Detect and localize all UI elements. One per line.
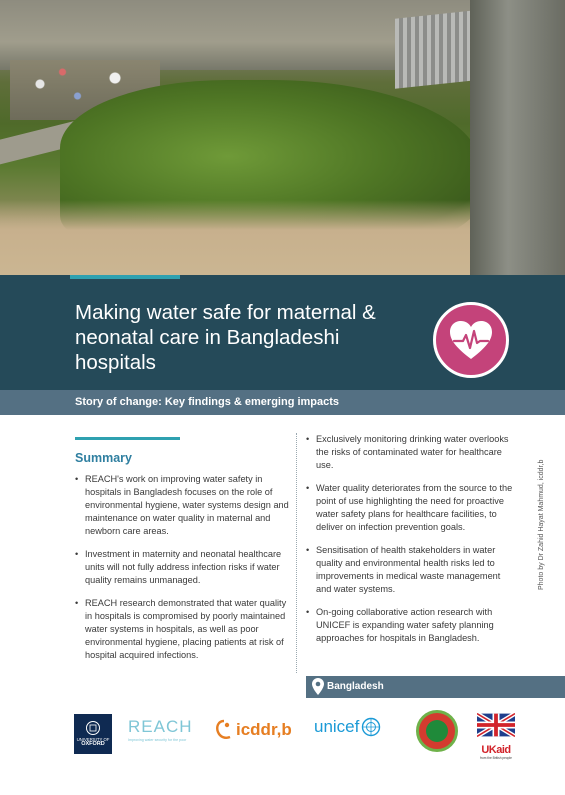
summary-accent-line	[75, 437, 180, 440]
ukaid-logo-tag: from the British people	[480, 756, 512, 760]
government-of-bangladesh-seal	[416, 710, 458, 752]
oxford-logo	[74, 714, 112, 754]
list-item: • Investment in maternity and neonatal healthcare units will not fully address infection risks if water quality remains unmanaged.	[75, 548, 290, 587]
summary-heading: Summary	[75, 451, 132, 465]
oxford-crest-icon	[86, 721, 100, 735]
page-title: Making water safe for maternal & neonatal care in Bangladeshi hospitals	[75, 301, 376, 374]
unicef-logo-name: unicef	[314, 717, 360, 736]
location-pin-icon	[312, 678, 324, 700]
list-item: • REACH research demonstrated that water quality in hospitals is compromised by poorly maintained water systems in hospitals, as well as poor environmental hygiene, placing patients at risk of hospital acquired infections.	[75, 597, 290, 662]
oxford-line1: UNIVERSITY OF	[76, 737, 110, 742]
unicef-logo	[314, 713, 396, 741]
un-emblem-icon	[361, 717, 381, 737]
column-divider	[296, 433, 297, 673]
summary-left-column	[75, 473, 290, 672]
icddrb-logo	[215, 716, 300, 744]
location-label: Bangladesh	[327, 681, 384, 692]
right-bullet-list	[306, 433, 518, 645]
title-accent-line	[70, 275, 180, 279]
ukaid-logo	[477, 713, 515, 760]
list-item: • On-going collaborative action research with UNICEF is expanding water safety planning approaches for hospitals in Bangladesh.	[306, 606, 518, 645]
oxford-line2: OXFORD	[81, 741, 105, 747]
reach-logo-name: REACH	[128, 717, 193, 736]
left-bullet-list	[75, 473, 290, 662]
list-item: • Water quality deteriorates from the source to the point of use highlighting the need for proactive water safety plans for healthcare facilities, to deliver on infection prevention goals.	[306, 482, 518, 534]
photo-credit: Photo by Dr Zahid Hayat Mahmud, icddr,b	[538, 459, 545, 590]
photo-wall-right	[470, 0, 565, 275]
list-item: • Sensitisation of health stakeholders in water quality and environmental health risks led to improvements in medical waste management and water systems.	[306, 544, 518, 596]
icddrb-logo-name: icddr,b	[236, 720, 292, 739]
seal-center	[426, 720, 448, 742]
hero-photo	[0, 0, 565, 275]
heart-pulse-icon	[433, 302, 509, 378]
reach-logo	[128, 717, 200, 751]
page-subtitle: Story of change: Key findings & emerging impacts	[75, 396, 340, 408]
summary-right-column	[306, 433, 518, 655]
list-item: • REACH's work on improving water safety in hospitals in Bangladesh focuses on the role of environmental hygiene, water systems design and maintenance on water quality in maternal and newborn care areas.	[75, 473, 290, 538]
union-jack-flag-icon	[477, 713, 515, 737]
reach-logo-tag: Improving water security for the poor	[128, 738, 187, 742]
icddrb-mark-icon	[215, 719, 233, 741]
list-item: • Exclusively monitoring drinking water overlooks the risks of contaminated water for healthcare use.	[306, 433, 518, 472]
ukaid-logo-name: UKaid	[481, 744, 511, 756]
